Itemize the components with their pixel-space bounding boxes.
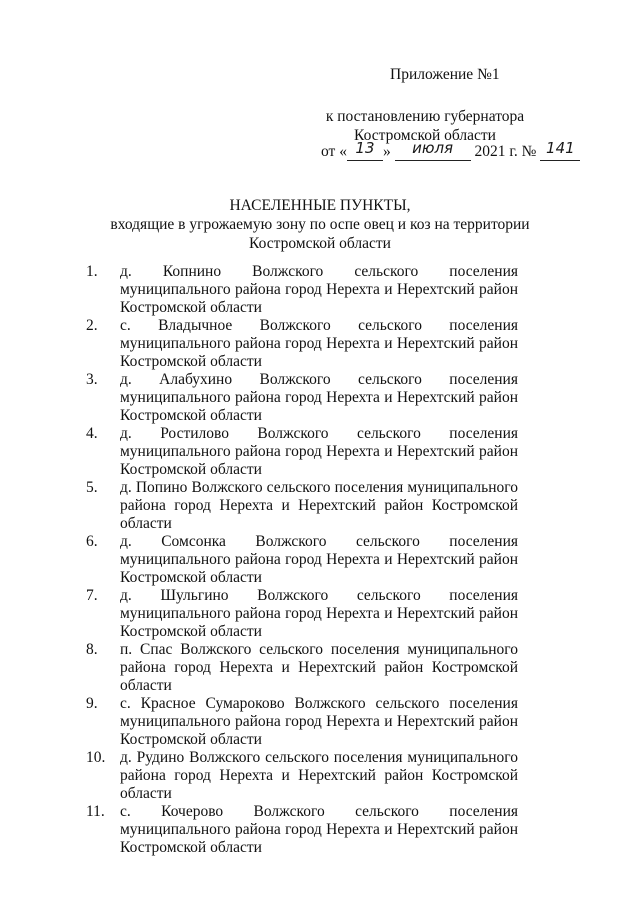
decree-number-blank <box>540 139 580 161</box>
date-month-blank <box>395 139 471 161</box>
list-item-text: с. Красное Сумароково Волжского сельского поселения муниципального района город Нерехта и Нерехтский район Костромской области <box>120 695 518 748</box>
date-year-suffix: 2021 г. № <box>474 143 537 160</box>
list-item <box>86 803 518 857</box>
list-item-number: 8. <box>86 641 98 658</box>
date-day-blank <box>347 139 383 161</box>
document-title <box>60 196 580 253</box>
list-item-number: 3. <box>86 371 98 388</box>
list-item <box>86 317 518 371</box>
decree-number-handwritten: 141 <box>546 139 575 157</box>
list-item-text: п. Спас Волжского сельского поселения муниципального района город Нерехта и Нерехтский район Костромской области <box>120 641 518 694</box>
title-line-2: входящие в угрожаемую зону по оспе овец и коз на территории <box>110 216 530 233</box>
decree-line-1: к постановлению губернатора <box>325 108 525 125</box>
date-prefix: от « <box>321 143 347 160</box>
list-item <box>86 587 518 641</box>
list-item-number: 9. <box>86 695 98 712</box>
list-item <box>86 533 518 587</box>
list-item <box>86 695 518 749</box>
appendix-label: Приложение №1 <box>390 66 500 83</box>
list-item <box>86 425 518 479</box>
list-item <box>86 749 518 803</box>
date-mid: » <box>382 143 391 160</box>
list-item-number: 7. <box>86 587 98 604</box>
list-item-number: 11. <box>86 803 105 820</box>
list-item-text: с. Кочерово Волжского сельского поселения муниципального района город Нерехта и Нерехтский район Костромской области <box>120 803 518 856</box>
list-item <box>86 641 518 695</box>
decree-line-2: Костромской области <box>354 127 496 144</box>
list-item-number: 2. <box>86 317 98 334</box>
list-item-text: с. Владычное Волжского сельского поселения муниципального района город Нерехта и Нерехтский район Костромской области <box>120 317 518 370</box>
list-item-number: 5. <box>86 479 98 496</box>
list-item-number: 10. <box>86 749 106 766</box>
list-item <box>86 479 518 533</box>
date-day-handwritten: 13 <box>355 139 375 157</box>
list-item-text: д. Шульгино Волжского сельского поселения муниципального района город Нерехта и Нерехтский район Костромской области <box>120 587 518 640</box>
title-line-1: НАСЕЛЕННЫЕ ПУНКТЫ, <box>229 197 411 214</box>
list-item-number: 1. <box>86 263 98 280</box>
title-line-3: Костромской области <box>249 235 391 252</box>
list-item-number: 6. <box>86 533 98 550</box>
date-month-handwritten: июля <box>412 139 454 157</box>
list-item <box>86 263 518 317</box>
decree-date-line <box>321 139 580 161</box>
list-item-text: д. Сомсонка Волжского сельского поселения муниципального района город Нерехта и Нерехтский район Костромской области <box>120 533 518 586</box>
list-item-number: 4. <box>86 425 98 442</box>
settlements-list <box>86 263 518 857</box>
list-item-text: д. Рудино Волжского сельского поселения муниципального района город Нерехта и Нерехтский район Костромской области <box>120 749 518 802</box>
list-item <box>86 371 518 425</box>
list-item-text: д. Копнино Волжского сельского поселения муниципального района город Нерехта и Нерехтский район Костромской области <box>120 263 518 316</box>
list-item-text: д. Алабухино Волжского сельского поселения муниципального района город Нерехта и Нерехтский район Костромской области <box>120 371 518 424</box>
list-item-text: д. Попино Волжского сельского поселения муниципального района город Нерехта и Нерехтский район Костромской области <box>120 479 518 532</box>
list-item-text: д. Ростилово Волжского сельского поселения муниципального района город Нерехта и Нерехтский район Костромской области <box>120 425 518 478</box>
